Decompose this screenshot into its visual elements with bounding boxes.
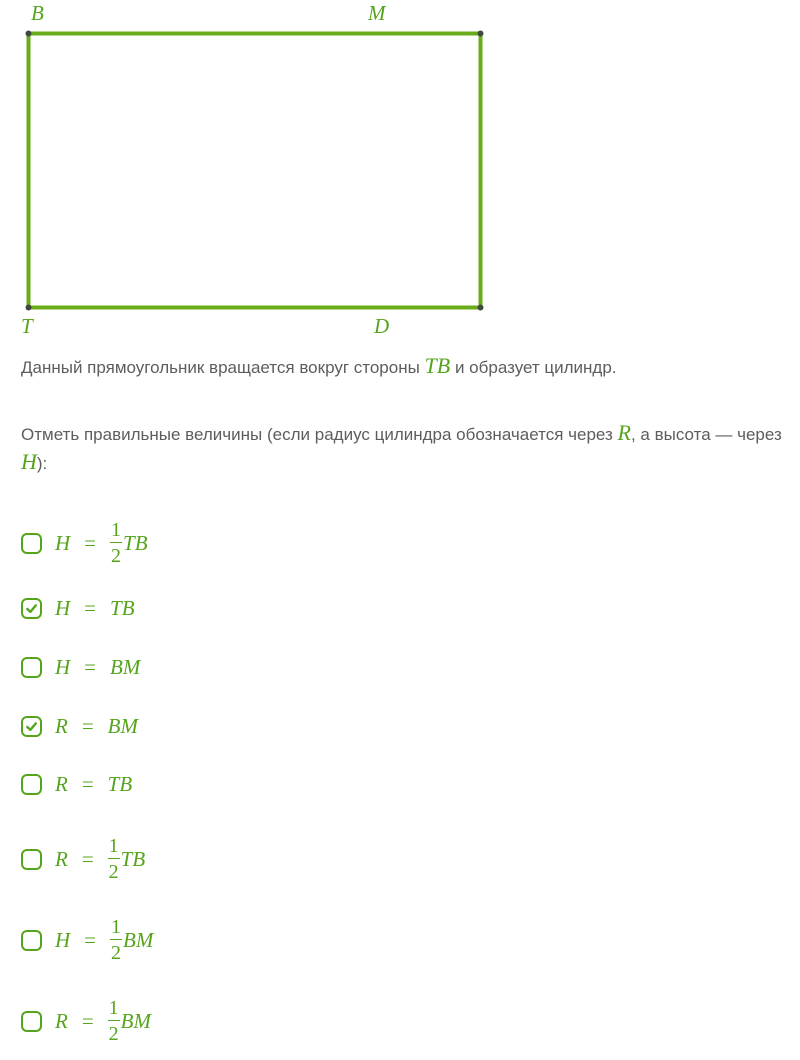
formula-equals: =: [81, 771, 94, 796]
checkbox[interactable]: [21, 849, 42, 870]
answer-option[interactable]: [21, 910, 153, 970]
formula-lhs: R: [55, 771, 68, 796]
vertex-d-point: [478, 305, 484, 311]
option-formula: [55, 916, 153, 965]
checkmark-icon: [25, 602, 38, 615]
formula-fraction: [108, 835, 120, 884]
instruction-math-r: R: [617, 420, 631, 445]
formula-equals: =: [81, 1008, 94, 1033]
fraction-denominator: 2: [108, 1023, 119, 1046]
option-formula: [55, 655, 140, 680]
instruction-text-before: Отметь правильные величины (если радиус цилиндра обозначается через: [21, 425, 618, 444]
formula-equals: =: [84, 654, 97, 679]
answer-option[interactable]: [21, 578, 135, 638]
formula-rhs: BM: [120, 1008, 151, 1033]
vertex-t-point: [26, 305, 32, 311]
formula-equals: =: [81, 846, 94, 871]
instruction-text-after: ):: [36, 454, 48, 473]
description-text-after: и образует цилиндр.: [450, 358, 617, 377]
fraction-numerator: 1: [111, 518, 122, 541]
option-formula: [55, 596, 135, 621]
fraction-bar: [108, 858, 120, 860]
instruction-math-h: H: [21, 449, 37, 474]
answer-option[interactable]: [21, 829, 145, 889]
checkbox[interactable]: [21, 774, 42, 795]
answer-option[interactable]: [21, 991, 151, 1051]
option-formula: [55, 997, 151, 1046]
formula-fraction: [110, 519, 122, 568]
formula-lhs: R: [55, 846, 68, 871]
rectangle-figure: [0, 0, 520, 345]
description-math-tb: TB: [424, 353, 451, 378]
fraction-bar: [108, 1020, 120, 1022]
fraction-numerator: 1: [108, 834, 119, 857]
option-formula: [55, 714, 138, 739]
answer-option[interactable]: [21, 754, 132, 814]
checkbox[interactable]: [21, 716, 42, 737]
formula-rhs: BM: [110, 654, 141, 679]
fraction-denominator: 2: [111, 545, 122, 568]
formula-rhs: BM: [123, 927, 154, 952]
formula-equals: =: [84, 927, 97, 952]
vertex-label-t: T: [21, 314, 33, 338]
vertex-b-point: [26, 31, 32, 37]
fraction-denominator: 2: [111, 942, 122, 965]
checkbox[interactable]: [21, 533, 42, 554]
vertex-label-m: M: [368, 1, 386, 25]
answer-option[interactable]: [21, 696, 138, 756]
formula-rhs: TB: [120, 846, 146, 871]
answer-option[interactable]: [21, 637, 140, 697]
fraction-bar: [110, 939, 122, 941]
description-paragraph: [21, 352, 791, 381]
formula-rhs: TB: [123, 530, 148, 555]
vertex-label-d: D: [374, 314, 390, 338]
formula-lhs: R: [55, 713, 68, 738]
formula-lhs: H: [55, 595, 71, 620]
checkbox[interactable]: [21, 930, 42, 951]
fraction-numerator: 1: [108, 996, 119, 1019]
formula-lhs: H: [55, 654, 71, 679]
instruction-text-middle: , а высота — через: [630, 425, 782, 444]
formula-equals: =: [84, 595, 97, 620]
formula-lhs: R: [55, 1008, 68, 1033]
fraction-denominator: 2: [108, 861, 119, 884]
rectangle-btdm: [29, 34, 481, 308]
checkbox[interactable]: [21, 657, 42, 678]
formula-lhs: H: [55, 927, 71, 952]
formula-rhs: BM: [107, 713, 138, 738]
formula-lhs: H: [55, 530, 71, 555]
checkmark-icon: [25, 720, 38, 733]
formula-equals: =: [84, 530, 97, 555]
description-text-before: Данный прямоугольник вращается вокруг стороны: [21, 358, 425, 377]
formula-fraction: [108, 997, 120, 1046]
answer-option[interactable]: [21, 513, 148, 573]
instruction-paragraph: [21, 419, 791, 477]
vertex-label-b: B: [31, 1, 44, 25]
fraction-numerator: 1: [111, 915, 122, 938]
formula-rhs: TB: [107, 771, 133, 796]
formula-equals: =: [81, 713, 94, 738]
vertex-m-point: [478, 31, 484, 37]
formula-fraction: [110, 916, 122, 965]
fraction-bar: [110, 542, 122, 544]
option-formula: [55, 519, 148, 568]
option-formula: [55, 772, 132, 797]
formula-rhs: TB: [110, 595, 135, 620]
option-formula: [55, 835, 145, 884]
checkbox[interactable]: [21, 1011, 42, 1032]
checkbox[interactable]: [21, 598, 42, 619]
